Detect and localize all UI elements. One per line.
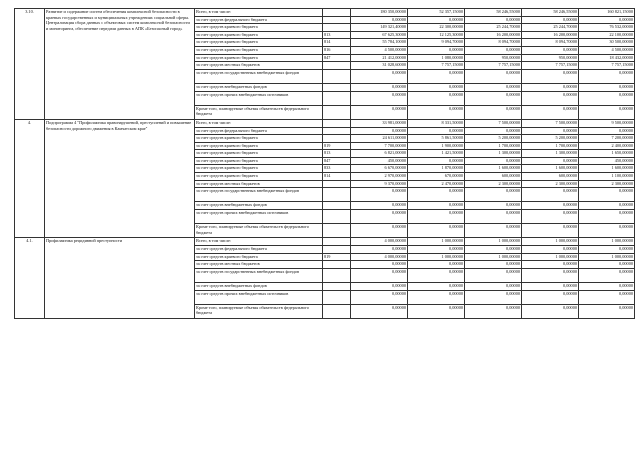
amount-cell: 0,00000: [351, 69, 408, 83]
budget-code: [323, 210, 351, 224]
amount-cell: 7 200,00000: [579, 135, 635, 143]
funding-source: за счет средств прочих внебюджетных источников: [195, 290, 323, 304]
amount-cell: 0,00000: [522, 83, 579, 91]
amount-cell: 7 757,15000: [408, 62, 465, 70]
amount-cell: 30 500,00000: [579, 39, 635, 47]
funding-source: Всего, в том числе:: [195, 9, 323, 17]
funding-source: за счет средств федерального бюджета: [195, 127, 323, 135]
amount-cell: 1 000,00000: [522, 253, 579, 261]
amount-cell: 1 900,00000: [408, 142, 465, 150]
amount-cell: 0,00000: [351, 282, 408, 290]
amount-cell: 0,00000: [522, 46, 579, 54]
amount-cell: 67 625,30000: [351, 31, 408, 39]
budget-table: [14, 8, 635, 319]
amount-cell: 22 100,00000: [579, 31, 635, 39]
amount-cell: 0,00000: [408, 83, 465, 91]
funding-source: за счет средств федерального бюджета: [195, 246, 323, 254]
amount-cell: 0,00000: [522, 261, 579, 269]
amount-cell: 0,00000: [351, 105, 408, 119]
budget-code: [323, 83, 351, 91]
funding-source: за счет средств краевого бюджета: [195, 173, 323, 181]
amount-cell: 0,00000: [579, 69, 635, 83]
funding-source: Всего, в том числе:: [195, 119, 323, 127]
funding-source: за счет средств местных бюджетов: [195, 180, 323, 188]
amount-cell: 0,00000: [579, 83, 635, 91]
budget-code: [323, 188, 351, 202]
amount-cell: 0,00000: [408, 304, 465, 318]
funding-source: за счет средств местных бюджетов: [195, 261, 323, 269]
amount-cell: 7 757,15000: [465, 62, 522, 70]
amount-cell: 58 246,55000: [522, 9, 579, 17]
amount-cell: 0,00000: [408, 290, 465, 304]
amount-cell: 0,00000: [579, 268, 635, 282]
amount-cell: 1 421,50000: [408, 150, 465, 158]
amount-cell: 0,00000: [408, 282, 465, 290]
amount-cell: 4 000,00000: [351, 238, 408, 246]
amount-cell: 24 611,00000: [351, 135, 408, 143]
budget-code: 819: [323, 253, 351, 261]
amount-cell: 0,00000: [465, 224, 522, 238]
budget-code: [323, 127, 351, 135]
amount-cell: 1 600,00000: [465, 165, 522, 173]
amount-cell: 1 650,00000: [579, 150, 635, 158]
funding-source: за счет средств государственных внебюджетных фондов: [195, 69, 323, 83]
amount-cell: 0,00000: [522, 246, 579, 254]
amount-cell: 58 246,55000: [465, 9, 522, 17]
section-name: Развитие и содержание систем обеспечения комплексной безопасности в краевых государственных и муниципальных учреждениях социальной сферы. Централизация сбора данных с объектовых систем комплексной безопасности и мониторинга, обеспечение передачи данных в АПК «Безопасный город»: [45, 9, 195, 120]
amount-cell: 0,00000: [579, 282, 635, 290]
amount-cell: 9 370,00000: [351, 180, 408, 188]
amount-cell: 0,00000: [408, 157, 465, 165]
amount-cell: 52 357,15000: [408, 9, 465, 17]
amount-cell: 0,00000: [522, 268, 579, 282]
budget-code: [323, 202, 351, 210]
amount-cell: 0,00000: [465, 127, 522, 135]
amount-cell: 0,00000: [522, 210, 579, 224]
amount-cell: 0,00000: [522, 127, 579, 135]
amount-cell: 0,00000: [465, 105, 522, 119]
amount-cell: 22 300,00000: [408, 24, 465, 32]
funding-source: за счет средств краевого бюджета: [195, 253, 323, 261]
amount-cell: 0,00000: [351, 188, 408, 202]
amount-cell: 0,00000: [465, 69, 522, 83]
amount-cell: 9 500,00000: [579, 119, 635, 127]
funding-source: за счет средств государственных внебюджетных фондов: [195, 268, 323, 282]
table-row: [15, 9, 635, 17]
amount-cell: 0,00000: [408, 210, 465, 224]
amount-cell: 8 094,70000: [522, 39, 579, 47]
amount-cell: 21 412,00000: [351, 54, 408, 62]
amount-cell: 600,00000: [465, 173, 522, 181]
amount-cell: 7 500,00000: [522, 119, 579, 127]
funding-source: за счет средств внебюджетных фондов: [195, 83, 323, 91]
amount-cell: 4 500,00000: [351, 46, 408, 54]
funding-source: за счет средств краевого бюджета: [195, 157, 323, 165]
funding-source: за счет средств краевого бюджета: [195, 39, 323, 47]
amount-cell: 0,00000: [351, 246, 408, 254]
amount-cell: 0,00000: [408, 46, 465, 54]
amount-cell: 1 000,00000: [465, 238, 522, 246]
amount-cell: 0,00000: [465, 268, 522, 282]
amount-cell: 1 600,00000: [522, 165, 579, 173]
amount-cell: 1 700,00000: [522, 142, 579, 150]
amount-cell: 0,00000: [465, 290, 522, 304]
amount-cell: 33 981,00000: [351, 119, 408, 127]
budget-code: [323, 224, 351, 238]
funding-source: Кроме того, планируемые объемы обязательств федерального бюджета: [195, 304, 323, 318]
amount-cell: 7 500,00000: [465, 119, 522, 127]
amount-cell: 16 200,00000: [465, 31, 522, 39]
budget-code: [323, 9, 351, 17]
budget-code: 813: [323, 31, 351, 39]
amount-cell: 2 300,00000: [522, 180, 579, 188]
amount-cell: 0,00000: [351, 91, 408, 105]
amount-cell: 2 970,00000: [351, 173, 408, 181]
budget-code: [323, 69, 351, 83]
section-name: Подпрограмма 4 "Профилактика правонарушений, преступлений и повышение безопасности дорожного движения в Камчатском крае": [45, 119, 195, 238]
amount-cell: 0,00000: [351, 261, 408, 269]
amount-cell: 6 670,00000: [351, 165, 408, 173]
budget-code: [323, 105, 351, 119]
amount-cell: 0,00000: [579, 290, 635, 304]
amount-cell: 2 300,00000: [579, 180, 635, 188]
funding-source: Кроме того, планируемые объемы обязательств федерального бюджета: [195, 105, 323, 119]
amount-cell: 2 470,00000: [408, 180, 465, 188]
amount-cell: 0,00000: [465, 304, 522, 318]
amount-cell: 76 532,00000: [579, 24, 635, 32]
section-name: Профилактика рецидивной преступности: [45, 238, 195, 319]
funding-source: за счет средств краевого бюджета: [195, 142, 323, 150]
budget-code: [323, 246, 351, 254]
amount-cell: 0,00000: [465, 261, 522, 269]
budget-code: 814: [323, 173, 351, 181]
amount-cell: 1 000,00000: [579, 253, 635, 261]
budget-code: 813: [323, 150, 351, 158]
amount-cell: 0,00000: [465, 157, 522, 165]
funding-source: за счет средств внебюджетных фондов: [195, 202, 323, 210]
budget-code: [323, 135, 351, 143]
amount-cell: 25 244,70000: [465, 24, 522, 32]
amount-cell: 0,00000: [408, 105, 465, 119]
amount-cell: 0,00000: [408, 16, 465, 24]
amount-cell: 0,00000: [579, 91, 635, 105]
amount-cell: 0,00000: [465, 83, 522, 91]
amount-cell: 0,00000: [522, 224, 579, 238]
amount-cell: 1 000,00000: [408, 253, 465, 261]
funding-source: за счет средств краевого бюджета: [195, 135, 323, 143]
amount-cell: 12 125,30000: [408, 31, 465, 39]
amount-cell: 0,00000: [465, 202, 522, 210]
budget-code: 816: [323, 46, 351, 54]
amount-cell: 0,00000: [351, 210, 408, 224]
funding-source: Всего, в том числе:: [195, 238, 323, 246]
amount-cell: 1 100,00000: [579, 173, 635, 181]
budget-code: [323, 282, 351, 290]
amount-cell: 8 331,50000: [408, 119, 465, 127]
budget-code: [323, 119, 351, 127]
amount-cell: 0,00000: [465, 282, 522, 290]
amount-cell: 1 300,00000: [522, 150, 579, 158]
amount-cell: 0,00000: [579, 261, 635, 269]
amount-cell: 55 784,10000: [351, 39, 408, 47]
funding-source: за счет средств краевого бюджета: [195, 54, 323, 62]
amount-cell: 0,00000: [408, 188, 465, 202]
budget-code: [323, 24, 351, 32]
amount-cell: 8 094,70000: [465, 39, 522, 47]
amount-cell: 1 000,00000: [408, 238, 465, 246]
amount-cell: 0,00000: [579, 188, 635, 202]
amount-cell: 0,00000: [408, 246, 465, 254]
amount-cell: 1 000,00000: [465, 253, 522, 261]
amount-cell: 1 600,00000: [579, 165, 635, 173]
amount-cell: 0,00000: [351, 127, 408, 135]
amount-cell: 1 700,00000: [465, 142, 522, 150]
funding-source: за счет средств краевого бюджета: [195, 165, 323, 173]
amount-cell: 0,00000: [522, 290, 579, 304]
amount-cell: 1 870,00000: [408, 165, 465, 173]
budget-table-body: [15, 9, 635, 319]
funding-source: за счет средств краевого бюджета: [195, 150, 323, 158]
amount-cell: 0,00000: [522, 91, 579, 105]
amount-cell: 600,00000: [522, 173, 579, 181]
budget-code: [323, 268, 351, 282]
amount-cell: 0,00000: [579, 224, 635, 238]
budget-code: [323, 238, 351, 246]
amount-cell: 0,00000: [465, 46, 522, 54]
budget-code: 847: [323, 157, 351, 165]
budget-code: [323, 16, 351, 24]
amount-cell: 950,00000: [522, 54, 579, 62]
amount-cell: 0,00000: [522, 157, 579, 165]
amount-cell: 0,00000: [465, 246, 522, 254]
amount-cell: 16 200,00000: [522, 31, 579, 39]
amount-cell: 5 861,50000: [408, 135, 465, 143]
amount-cell: 450,00000: [351, 157, 408, 165]
amount-cell: 450,00000: [579, 157, 635, 165]
amount-cell: 950,00000: [465, 54, 522, 62]
budget-code: 819: [323, 142, 351, 150]
amount-cell: 0,00000: [522, 282, 579, 290]
funding-source: за счет средств государственных внебюджетных фондов: [195, 188, 323, 202]
amount-cell: 0,00000: [408, 127, 465, 135]
amount-cell: 0,00000: [465, 91, 522, 105]
amount-cell: 2 400,00000: [579, 142, 635, 150]
amount-cell: 5 200,00000: [465, 135, 522, 143]
funding-source: за счет средств краевого бюджета: [195, 46, 323, 54]
funding-source: Кроме того, планируемые объемы обязательств федерального бюджета: [195, 224, 323, 238]
table-row: [15, 238, 635, 246]
amount-cell: 0,00000: [408, 224, 465, 238]
amount-cell: 5 200,00000: [522, 135, 579, 143]
amount-cell: 0,00000: [522, 188, 579, 202]
amount-cell: 0,00000: [408, 202, 465, 210]
amount-cell: 0,00000: [579, 202, 635, 210]
amount-cell: 0,00000: [522, 202, 579, 210]
amount-cell: 1 000,00000: [579, 238, 635, 246]
amount-cell: 180 350,00000: [351, 9, 408, 17]
budget-code: 847: [323, 54, 351, 62]
amount-cell: 31 028,60000: [351, 62, 408, 70]
amount-cell: 0,00000: [579, 246, 635, 254]
amount-cell: 0,00000: [522, 105, 579, 119]
funding-source: за счет средств краевого бюджета: [195, 31, 323, 39]
funding-source: за счет средств федерального бюджета: [195, 16, 323, 24]
amount-cell: 7 700,00000: [351, 142, 408, 150]
amount-cell: 4 000,00000: [351, 253, 408, 261]
section-number: 4.: [15, 119, 45, 238]
budget-code: [323, 261, 351, 269]
amount-cell: 0,00000: [465, 16, 522, 24]
amount-cell: 0,00000: [351, 224, 408, 238]
budget-code: [323, 91, 351, 105]
budget-code: 833: [323, 165, 351, 173]
funding-source: за счет средств прочих внебюджетных источников: [195, 91, 323, 105]
amount-cell: 4 500,00000: [579, 46, 635, 54]
amount-cell: 0,00000: [579, 304, 635, 318]
amount-cell: 0,00000: [351, 202, 408, 210]
section-number: 3.10.: [15, 9, 45, 120]
amount-cell: 2 300,00000: [465, 180, 522, 188]
funding-source: за счет средств местных бюджетов: [195, 62, 323, 70]
amount-cell: 0,00000: [408, 261, 465, 269]
amount-cell: 0,00000: [351, 268, 408, 282]
funding-source: за счет средств прочих внебюджетных источников: [195, 210, 323, 224]
amount-cell: 9 094,70000: [408, 39, 465, 47]
budget-code: [323, 304, 351, 318]
amount-cell: 0,00000: [351, 83, 408, 91]
amount-cell: 1 080,00000: [408, 54, 465, 62]
budget-code: 814: [323, 39, 351, 47]
amount-cell: 0,00000: [522, 69, 579, 83]
amount-cell: 1 300,00000: [465, 150, 522, 158]
amount-cell: 160 821,15000: [579, 9, 635, 17]
amount-cell: 7 757,15000: [579, 62, 635, 70]
budget-code: [323, 290, 351, 304]
table-row: [15, 119, 635, 127]
amount-cell: 0,00000: [579, 127, 635, 135]
amount-cell: 7 757,15000: [522, 62, 579, 70]
amount-cell: 1 000,00000: [522, 238, 579, 246]
amount-cell: 670,00000: [408, 173, 465, 181]
amount-cell: 0,00000: [408, 91, 465, 105]
amount-cell: 0,00000: [408, 268, 465, 282]
amount-cell: 0,00000: [351, 16, 408, 24]
amount-cell: 0,00000: [522, 16, 579, 24]
amount-cell: 0,00000: [579, 210, 635, 224]
amount-cell: 0,00000: [408, 69, 465, 83]
amount-cell: 0,00000: [351, 290, 408, 304]
amount-cell: 0,00000: [351, 304, 408, 318]
budget-code: [323, 180, 351, 188]
budget-code: [323, 62, 351, 70]
funding-source: за счет средств краевого бюджета: [195, 24, 323, 32]
amount-cell: 0,00000: [465, 210, 522, 224]
amount-cell: 0,00000: [522, 304, 579, 318]
amount-cell: 149 321,40000: [351, 24, 408, 32]
amount-cell: 25 244,70000: [522, 24, 579, 32]
funding-source: за счет средств внебюджетных фондов: [195, 282, 323, 290]
amount-cell: 0,00000: [579, 16, 635, 24]
amount-cell: 18 432,00000: [579, 54, 635, 62]
section-number: 4.1.: [15, 238, 45, 319]
amount-cell: 0,00000: [579, 105, 635, 119]
amount-cell: 6 821,00000: [351, 150, 408, 158]
amount-cell: 0,00000: [465, 188, 522, 202]
